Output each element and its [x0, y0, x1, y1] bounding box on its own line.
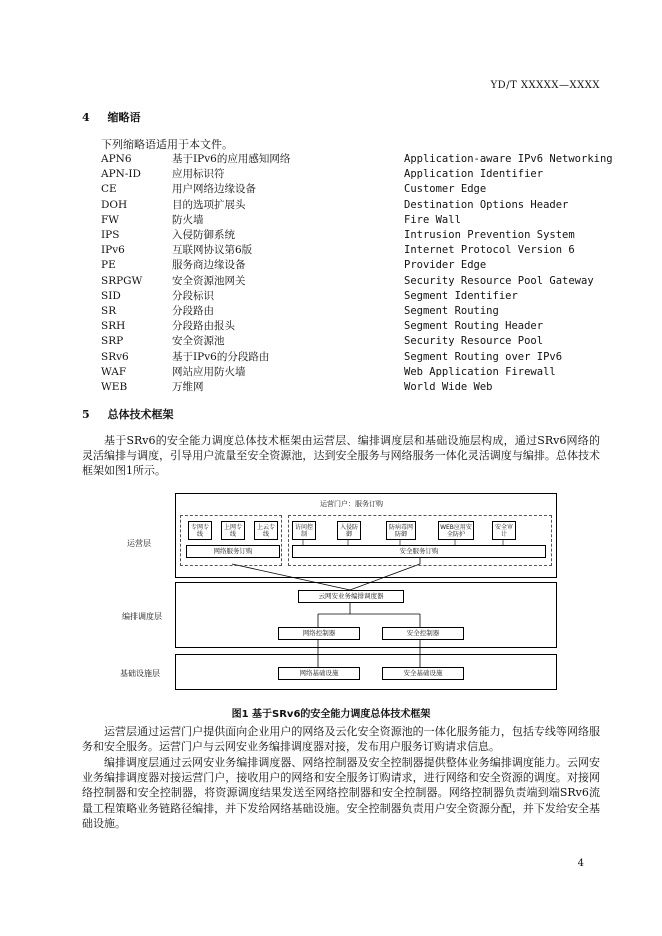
section-4-number: 4: [82, 111, 90, 124]
abbreviation-term: WAF: [101, 365, 127, 378]
portal-title: 运营门户：服务订购: [320, 500, 383, 508]
section-4-title: 缩略语: [107, 111, 141, 124]
abbreviation-english: Destination Options Header: [404, 198, 569, 211]
abbreviation-english: Intrusion Prevention System: [404, 229, 575, 241]
abbreviation-english: Internet Protocol Version 6: [404, 244, 575, 257]
abbreviation-chinese: 防火墙: [172, 213, 204, 226]
abbreviation-english: Segment Routing Header: [404, 320, 544, 333]
infrastructure-layer-frame: [175, 654, 557, 690]
abbreviation-english: Segment Routing over IPv6: [404, 350, 563, 363]
abbreviation-english: Security Resource Pool Gateway: [404, 274, 594, 287]
abbreviation-term: SRPGW: [101, 274, 143, 287]
abbreviation-english: Web Application Firewall: [404, 365, 556, 378]
abbreviation-chinese: 安全资源池: [172, 335, 225, 348]
section-5-paragraph-3: 编排调度层通过云网安业务编排调度器、网络控制器及安全控制器提供整体业务编排调度能力。云网安业务编排调度器对接运营门户，接收用户的网络和安全服务订购请求，进行网络和安全资源的调度。对接网络控制器和安全控制器，将资源调度结果发送至网络控制器和安全控制器。网络控制器负责端到端SRv6流量工程策略业务链路径编排，并下发给网络基础设施。安全控制器负责用户安全资源分配，并下发给安全基础设施。: [82, 756, 600, 830]
section-5-heading: [82, 406, 174, 422]
abbreviation-english: Segment Identifier: [404, 289, 518, 302]
abbreviation-english: Fire Wall: [404, 213, 461, 226]
abbreviation-term: IPS: [101, 229, 120, 241]
document-code: YD/T XXXXX—XXXX: [490, 80, 600, 91]
abbreviation-chinese: 应用标识符: [172, 168, 225, 181]
network-service-box: 上网专线: [221, 521, 245, 540]
abbreviation-english: World Wide Web: [404, 381, 493, 393]
abbreviation-english: Application-aware IPv6 Networking: [404, 153, 613, 165]
abbreviation-term: WEB: [101, 381, 128, 393]
abbreviation-chinese: 入侵防御系统: [172, 229, 235, 241]
abbreviation-term: SR: [101, 305, 117, 317]
network-order-bar: 网络服务订购: [186, 545, 280, 558]
figure-caption: 图1 基于SRv6的安全能力调度总体技术框架: [231, 709, 431, 720]
section-5-title: 总体技术框架: [107, 408, 174, 421]
section-5-paragraph-1: 基于SRv6的安全能力调度总体技术框架由运营层、编排调度层和基础设施层构成，通过SRv6网络的灵活编排与调度，引导用户流量至安全资源池，达到安全服务与网络服务一体化灵活调度与编排。总体技术框架如图1所示。: [82, 434, 600, 478]
abbreviation-term: SID: [101, 289, 121, 302]
security-service-box: 防病毒网防御: [386, 521, 416, 540]
abbreviation-term: FW: [101, 213, 120, 226]
network-service-box: 上云专线: [254, 521, 278, 540]
abbreviation-chinese: 网站应用防火墙: [172, 365, 246, 378]
abbreviation-chinese: 基于IPv6的应用感知网络: [172, 153, 291, 165]
page-number: 4: [577, 858, 584, 869]
abbreviation-term: APN-ID: [101, 168, 141, 181]
network-service-box: 专网专线: [188, 521, 212, 540]
abbreviation-english: Provider Edge: [404, 259, 487, 272]
security-order-bar: 安全服务订购: [292, 545, 546, 558]
orchestration-layer-label: 编排调度层: [122, 612, 162, 621]
abbreviation-chinese: 分段标识: [172, 289, 214, 302]
abbreviation-term: SRH: [101, 320, 126, 333]
abbreviation-term: IPv6: [101, 244, 125, 257]
abbreviation-term: CE: [101, 183, 117, 196]
abbreviation-chinese: 分段路由: [172, 305, 214, 317]
abbreviation-chinese: 用户网络边缘设备: [172, 183, 256, 196]
abbreviation-term: SRP: [101, 335, 124, 348]
network-controller-box: 网络控制器: [278, 627, 360, 640]
network-infrastructure-box: 网络基础设施: [278, 667, 360, 680]
abbreviation-english: Segment Routing: [404, 305, 499, 317]
abbreviation-term: APN6: [101, 153, 132, 165]
abbreviation-english: Customer Edge: [404, 183, 487, 196]
section-4-intro: 下列缩略语适用于本文件。: [101, 138, 233, 151]
abbreviation-term: PE: [101, 259, 116, 272]
section-4-heading: [82, 109, 141, 125]
section-5-paragraph-2: 运营层通过运营门户提供面向企业用户的网络及云化安全资源池的一体化服务能力，包括专线等网络服务和安全服务。运营门户与云网安业务编排调度器对接，发布用户服务订购请求信息。: [82, 725, 600, 754]
abbreviation-chinese: 服务商边缘设备: [172, 259, 246, 272]
abbreviation-chinese: 万维网: [172, 381, 204, 393]
abbreviation-chinese: 目的选项扩展头: [172, 198, 246, 211]
section-5-number: 5: [82, 408, 90, 421]
security-service-box: 访问控制: [292, 521, 316, 540]
security-infrastructure-box: 安全基础设施: [382, 667, 464, 680]
architecture-figure: [120, 490, 560, 700]
orchestrator-box: 云网安业务编排调度器: [298, 590, 404, 603]
security-controller-box: 安全控制器: [382, 627, 464, 640]
security-service-box: 入侵防御: [337, 521, 361, 540]
abbreviation-term: DOH: [101, 198, 128, 211]
abbreviation-chinese: 安全资源池网关: [172, 274, 246, 287]
abbreviation-english: Security Resource Pool: [404, 335, 544, 348]
security-service-box: 安全审计: [492, 521, 516, 540]
abbreviation-chinese: 互联网协议第6版: [172, 244, 253, 257]
abbreviation-english: Application Identifier: [404, 168, 544, 181]
infrastructure-layer-label: 基础设施层: [120, 669, 160, 678]
abbreviation-term: SRv6: [101, 350, 129, 363]
security-service-box: WEB应用安全防护: [438, 521, 474, 540]
abbreviation-chinese: 基于IPv6的分段路由: [172, 350, 270, 363]
abbreviation-chinese: 分段路由报头: [172, 320, 235, 333]
operations-layer-label: 运营层: [127, 539, 151, 548]
